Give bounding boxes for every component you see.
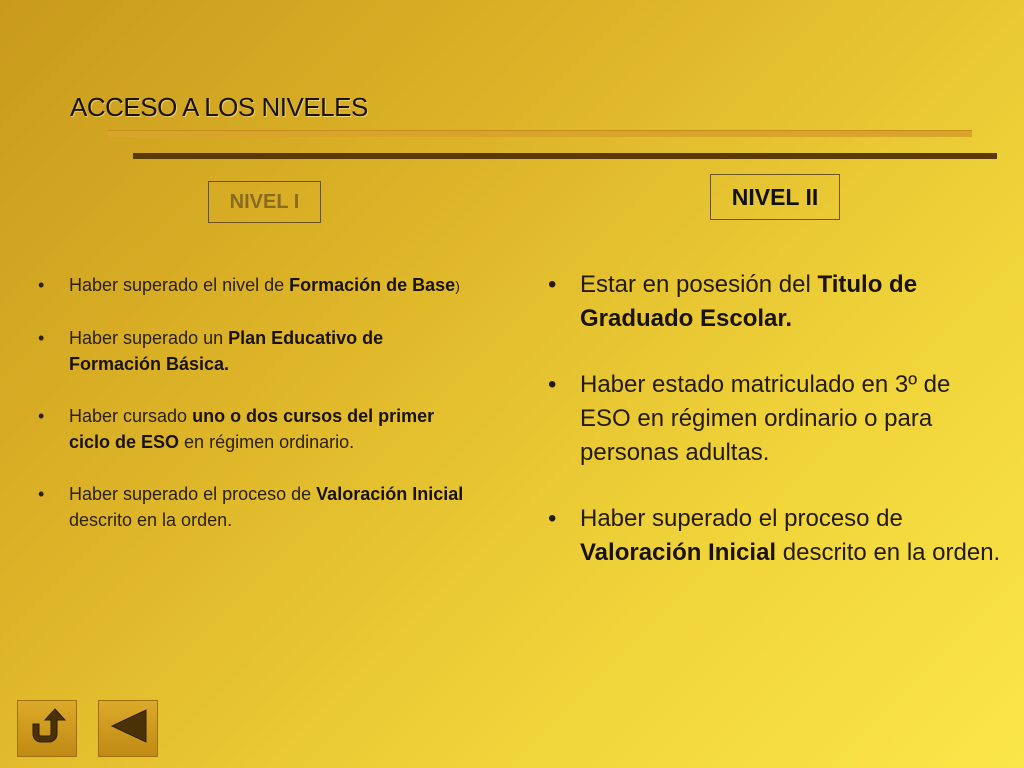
return-arrow-icon (25, 704, 69, 753)
list-item: • Estar en posesión del Titulo de Graduado Escolar. (546, 268, 1006, 336)
slide-title: ACCESO A LOS NIVELES (70, 92, 368, 122)
return-button[interactable] (17, 700, 77, 757)
nivel-1-label: NIVEL I (208, 181, 321, 223)
nivel-2-list (546, 268, 1006, 602)
list-item: • Haber superado el proceso de Valoración Inicial descrito en la orden. (36, 481, 476, 533)
list-item: • Haber estado matriculado en 3º de ESO en régimen ordinario o para personas adultas. (546, 368, 1006, 470)
back-triangle-icon (106, 704, 150, 753)
back-button[interactable] (98, 700, 158, 757)
list-item: • Haber superado un Plan Educativo de Formación Básica. (36, 325, 476, 377)
list-item: • Haber superado el proceso de Valoración Inicial descrito en la orden. (546, 502, 1006, 570)
title-underline-thin (108, 130, 972, 137)
list-item: • Haber superado el nivel de Formación de Base) (36, 272, 476, 299)
title-underline-thick (133, 153, 997, 159)
nivel-2-label: NIVEL II (710, 174, 840, 220)
nivel-1-list (36, 272, 476, 559)
list-item: • Haber cursado uno o dos cursos del primer ciclo de ESO en régimen ordinario. (36, 403, 476, 455)
